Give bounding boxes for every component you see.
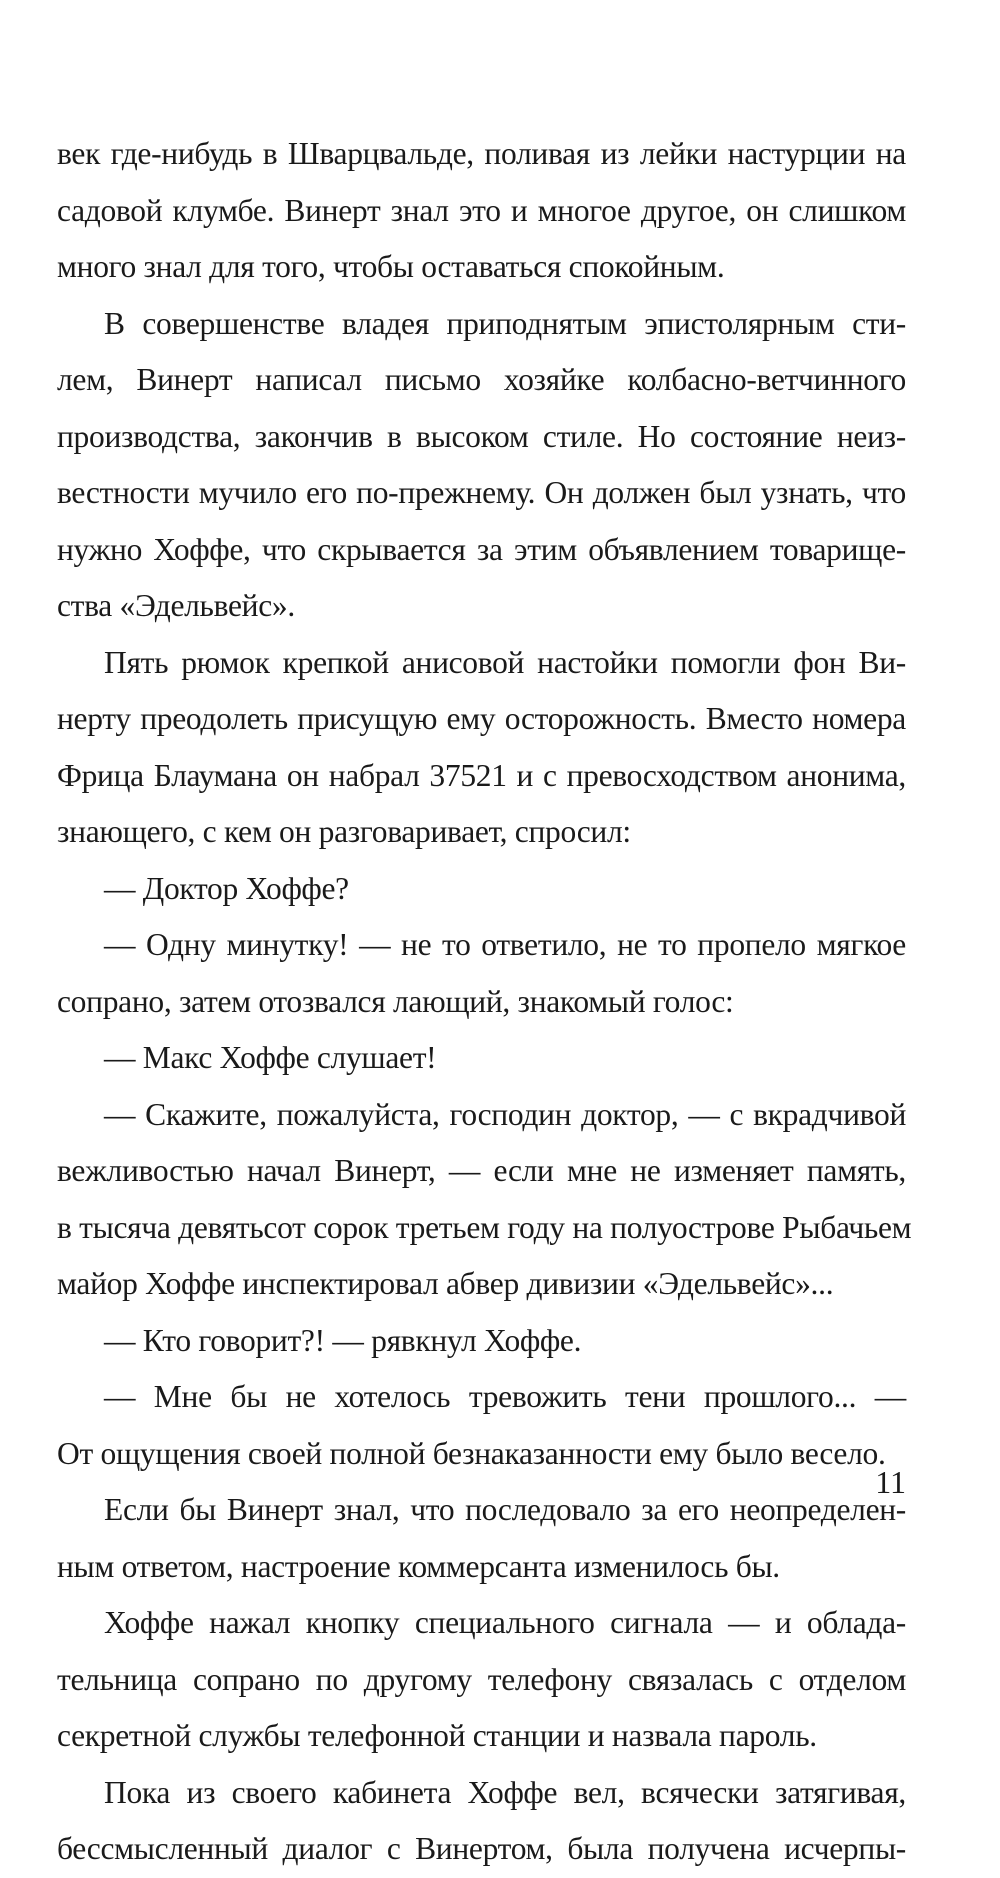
text-line: Пока из своего кабинета Хоффе вел, всячески затягивая, bbox=[104, 1774, 906, 1810]
text-line: Хоффе нажал кнопку специального сигнала — и облада- bbox=[104, 1605, 906, 1640]
text-line: майор Хоффе инспектировал абвер дивизии «Эдельвейс»... bbox=[57, 1266, 834, 1301]
text-line: Если бы Винерт знал, что последовало за его неопределен- bbox=[104, 1492, 906, 1527]
page-number: 11 bbox=[875, 1464, 906, 1500]
text-line: нужно Хоффе, что скрывается за этим объявлением товарище- bbox=[57, 531, 906, 567]
text-line: производства, закончив в высоком стиле. Но состояние неиз- bbox=[57, 418, 906, 454]
text-line: — Доктор Хоффе? bbox=[104, 870, 349, 906]
text-line: — Одну минутку! — не то ответило, не то пропело мягкое bbox=[104, 927, 906, 962]
text-line: сопрано, затем отозвался лающий, знакомый голос: bbox=[57, 983, 734, 1019]
text-line: век где-нибудь в Шварцвальде, поливая из лейки настурции на bbox=[57, 136, 906, 171]
body-text bbox=[57, 126, 912, 1878]
text-line: От ощущения своей полной безнаказанности ему было весело. bbox=[57, 1435, 886, 1471]
text-line: Фрица Блаумана он набрал 37521 и с превосходством анонима, bbox=[57, 757, 906, 793]
text-line: — Мне бы не хотелось тревожить тени прошлого... — bbox=[104, 1379, 906, 1414]
text-line: лем, Винерт написал письмо хозяйке колбасно-ветчинного bbox=[57, 362, 906, 397]
text-line: много знал для того, чтобы оставаться спокойным. bbox=[57, 249, 725, 284]
text-line: в тысяча девятьсот сорок третьем году на полуострове Рыбачьем bbox=[57, 1209, 912, 1245]
text-line: ным ответом, настроение коммерсанта изменилось бы. bbox=[57, 1548, 780, 1584]
text-line: ства «Эдельвейс». bbox=[57, 588, 295, 623]
text-line: вестности мучило его по-прежнему. Он должен был узнать, что bbox=[57, 475, 906, 510]
text-line: знающего, с кем он разговаривает, спросил: bbox=[57, 814, 631, 849]
text-line: тельница сопрано по другому телефону связалась с отделом bbox=[57, 1661, 906, 1697]
text-line: — Скажите, пожалуйста, господин доктор, — с вкрадчивой bbox=[104, 1096, 906, 1132]
text-line: — Кто говорит?! — рявкнул Хоффе. bbox=[104, 1322, 582, 1358]
text-line: секретной службы телефонной станции и назвала пароль. bbox=[57, 1718, 817, 1753]
text-line: вежливостью начал Винерт, — если мне не изменяет память, bbox=[57, 1153, 906, 1188]
text-line: Пять рюмок крепкой анисовой настойки помогли фон Ви- bbox=[104, 644, 906, 680]
text-line: нерту преодолеть присущую ему осторожность. Вместо номера bbox=[57, 701, 906, 736]
text-line: бессмысленный диалог с Винертом, была получена исчерпы- bbox=[57, 1831, 906, 1866]
text-line: В совершенстве владея приподнятым эпистолярным сти- bbox=[104, 305, 906, 341]
text-line: садовой клумбе. Винерт знал это и многое другое, он слишком bbox=[57, 192, 906, 228]
text-line: — Макс Хоффе слушает! bbox=[104, 1040, 437, 1075]
